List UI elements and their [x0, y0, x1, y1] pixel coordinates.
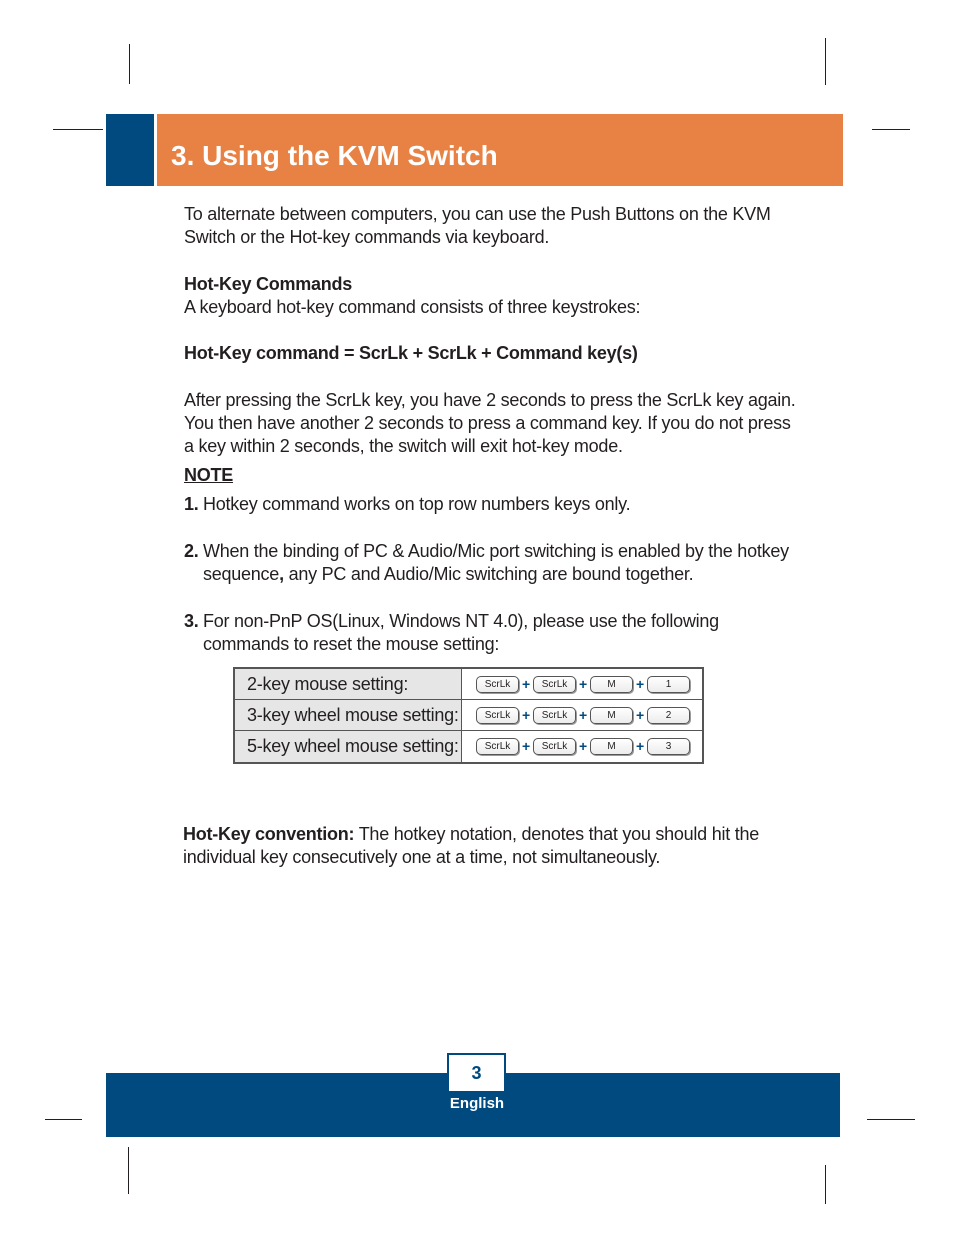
number-key-icon: 1 [647, 676, 690, 693]
note-item-fragment: , [279, 564, 284, 584]
row-label: 2-key mouse setting: [235, 669, 462, 699]
crop-mark [129, 44, 130, 84]
hotkey-commands-heading: Hot-Key Commands [184, 274, 353, 294]
header-accent-block [106, 114, 154, 186]
note-item-number: 3. [184, 611, 199, 631]
table-row [235, 700, 702, 731]
note-item-text: When the binding of PC & Audio/Mic port switching is enabled by the hotkey [203, 541, 789, 561]
page-title: 3. Using the KVM Switch [171, 140, 498, 171]
crop-mark [45, 1119, 82, 1120]
table-row [235, 669, 702, 700]
plus-icon: + [636, 707, 645, 723]
after-line-2: You then have another 2 seconds to press a command key. If you do not press [184, 413, 791, 433]
plus-icon: + [636, 738, 645, 754]
plus-icon: + [579, 738, 588, 754]
row-label: 3-key wheel mouse setting: [235, 700, 462, 730]
plus-icon: + [522, 707, 531, 723]
scrlk-key-icon: ScrLk [533, 676, 576, 693]
page-number: 3 [447, 1053, 506, 1093]
scrlk-key-icon: ScrLk [476, 676, 519, 693]
scrlk-key-icon: ScrLk [476, 738, 519, 755]
convention-line-1 [183, 823, 759, 846]
m-key-icon: M [590, 676, 633, 693]
table-row [235, 731, 702, 762]
number-key-icon: 2 [647, 707, 690, 724]
intro-line-2: Switch or the Hot-key commands via keyboard. [184, 227, 550, 247]
row-label: 5-key wheel mouse setting: [235, 731, 462, 762]
crop-mark [867, 1119, 915, 1120]
number-key-icon: 3 [647, 738, 690, 755]
note-item-fragment: any PC and Audio/Mic switching are bound together. [283, 564, 694, 584]
hotkey-commands-text: A keyboard hot-key command consists of three keystrokes: [184, 297, 641, 317]
crop-mark [825, 38, 826, 85]
note-item-text-continued: commands to reset the mouse setting: [203, 634, 500, 654]
plus-icon: + [636, 676, 645, 692]
convention-text: The hotkey notation, denotes that you should hit the [354, 824, 759, 844]
after-line-3: a key within 2 seconds, the switch will exit hot-key mode. [184, 436, 623, 456]
after-line-1: After pressing the ScrLk key, you have 2 seconds to press the ScrLk key again. [184, 390, 796, 410]
note-heading: NOTE [184, 465, 234, 485]
m-key-icon: M [590, 738, 633, 755]
crop-mark [872, 129, 910, 130]
note-item-number: 1. [184, 494, 199, 514]
scrlk-key-icon: ScrLk [476, 707, 519, 724]
plus-icon: + [522, 738, 531, 754]
convention-label: Hot-Key convention: [183, 824, 355, 844]
plus-icon: + [522, 676, 531, 692]
convention-line-2: individual key consecutively one at a time, not simultaneously. [183, 847, 661, 867]
plus-icon: + [579, 676, 588, 692]
footer-language: English [449, 1095, 505, 1112]
scrlk-key-icon: ScrLk [533, 738, 576, 755]
crop-mark [128, 1147, 129, 1194]
plus-icon: + [579, 707, 588, 723]
m-key-icon: M [590, 707, 633, 724]
scrlk-key-icon: ScrLk [533, 707, 576, 724]
note-item-text-continued [203, 563, 693, 586]
hotkey-formula: Hot-Key command = ScrLk + ScrLk + Command key(s) [184, 343, 638, 363]
mouse-settings-table [233, 667, 704, 764]
intro-line-1: To alternate between computers, you can use the Push Buttons on the KVM [184, 204, 771, 224]
note-item-number: 2. [184, 541, 199, 561]
note-item-text: For non-PnP OS(Linux, Windows NT 4.0), please use the following [203, 611, 719, 631]
note-item-text: Hotkey command works on top row numbers keys only. [203, 494, 631, 514]
crop-mark [825, 1165, 826, 1204]
crop-mark [53, 129, 103, 130]
note-item-fragment: sequence [203, 564, 280, 584]
